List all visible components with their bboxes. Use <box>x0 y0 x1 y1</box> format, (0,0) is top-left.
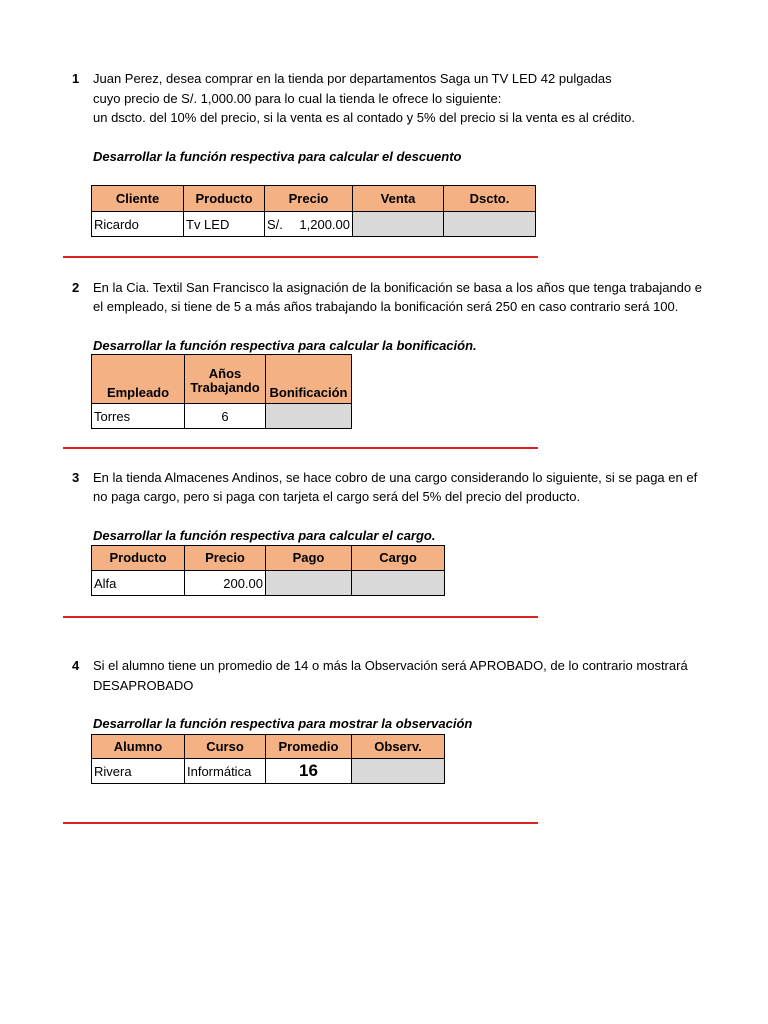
cell-promedio[interactable]: 16 <box>266 759 352 784</box>
header-anos: Años <box>208 366 242 381</box>
cell-venta[interactable] <box>353 212 444 237</box>
exercise-1-line-2: cuyo precio de S/. 1,000.00 para lo cual la tienda le ofrece lo siguiente: <box>93 91 502 106</box>
section-divider <box>63 256 538 258</box>
cell-curso[interactable]: Informática <box>185 759 266 784</box>
exercise-2-line-2: el empleado, si tiene de 5 a más años trabajando la bonificación será 250 en caso contrario será 100. <box>93 299 679 314</box>
cell-producto[interactable]: Tv LED <box>184 212 265 237</box>
exercise-3-task: Desarrollar la función respectiva para calcular el cargo. <box>93 528 436 543</box>
header-producto: Producto <box>184 186 265 212</box>
cell-alumno[interactable]: Rivera <box>92 759 185 784</box>
header-dscto: Dscto. <box>444 186 536 212</box>
exercise-4-line-2: DESAPROBADO <box>93 678 194 693</box>
cell-producto[interactable]: Alfa <box>92 571 185 596</box>
header-cargo: Cargo <box>352 546 445 571</box>
exercise-4-task: Desarrollar la función respectiva para mostrar la observación <box>93 716 473 731</box>
header-cliente: Cliente <box>92 186 184 212</box>
exercise-3-table <box>91 545 445 596</box>
exercise-1-line-3: un dscto. del 10% del precio, si la venta es al contado y 5% del precio si la venta es al crédito. <box>93 110 635 125</box>
exercise-4-table <box>91 734 445 784</box>
header-alumno: Alumno <box>92 735 185 759</box>
price-value: 1,200.00 <box>299 216 350 232</box>
exercise-1-table <box>91 185 536 237</box>
header-producto: Producto <box>92 546 185 571</box>
header-precio: Precio <box>265 186 353 212</box>
exercise-2-table <box>91 354 352 429</box>
currency-symbol: S/. <box>267 216 283 232</box>
exercise-1-number: 1 <box>72 71 80 86</box>
exercise-2-task: Desarrollar la función respectiva para calcular la bonificación. <box>93 338 477 353</box>
header-anos-trabajando <box>185 355 266 404</box>
header-bonificacion: Bonificación <box>266 355 352 404</box>
cell-precio[interactable] <box>265 212 353 237</box>
header-trabajando: Trabajando <box>190 380 260 395</box>
cell-bonificacion[interactable] <box>266 404 352 429</box>
exercise-4-line-1: Si el alumno tiene un promedio de 14 o más la Observación será APROBADO, de lo contrario mostrará <box>93 658 688 673</box>
exercise-1-line-1: Juan Perez, desea comprar en la tienda por departamentos Saga un TV LED 42 pulgadas <box>93 71 612 86</box>
section-divider <box>63 447 538 449</box>
cell-dscto[interactable] <box>444 212 536 237</box>
exercise-4-number: 4 <box>72 658 80 673</box>
cell-empleado[interactable]: Torres <box>92 404 185 429</box>
header-pago: Pago <box>266 546 352 571</box>
cell-observ[interactable] <box>352 759 445 784</box>
exercise-3-line-2: no paga cargo, pero si paga con tarjeta el cargo será del 5% del precio del producto. <box>93 489 581 504</box>
cell-cliente[interactable]: Ricardo <box>92 212 184 237</box>
cell-cargo[interactable] <box>352 571 445 596</box>
exercise-3-number: 3 <box>72 470 80 485</box>
exercise-2-number: 2 <box>72 280 80 295</box>
exercise-3-line-1: En la tienda Almacenes Andinos, se hace cobro de una cargo considerando lo siguiente, si se paga en ef <box>93 470 698 485</box>
section-divider <box>63 616 538 618</box>
header-observ: Observ. <box>352 735 445 759</box>
exercise-1-task: Desarrollar la función respectiva para calcular el descuento <box>93 149 462 164</box>
header-precio: Precio <box>185 546 266 571</box>
header-venta: Venta <box>353 186 444 212</box>
cell-pago[interactable] <box>266 571 352 596</box>
header-curso: Curso <box>185 735 266 759</box>
exercise-2-line-1: En la Cia. Textil San Francisco la asignación de la bonificación se basa a los años que tenga trabajando e <box>93 280 702 295</box>
cell-precio[interactable]: 200.00 <box>185 571 266 596</box>
cell-anos[interactable]: 6 <box>185 404 266 429</box>
header-promedio: Promedio <box>266 735 352 759</box>
section-divider <box>63 822 538 824</box>
header-empleado: Empleado <box>92 355 185 404</box>
